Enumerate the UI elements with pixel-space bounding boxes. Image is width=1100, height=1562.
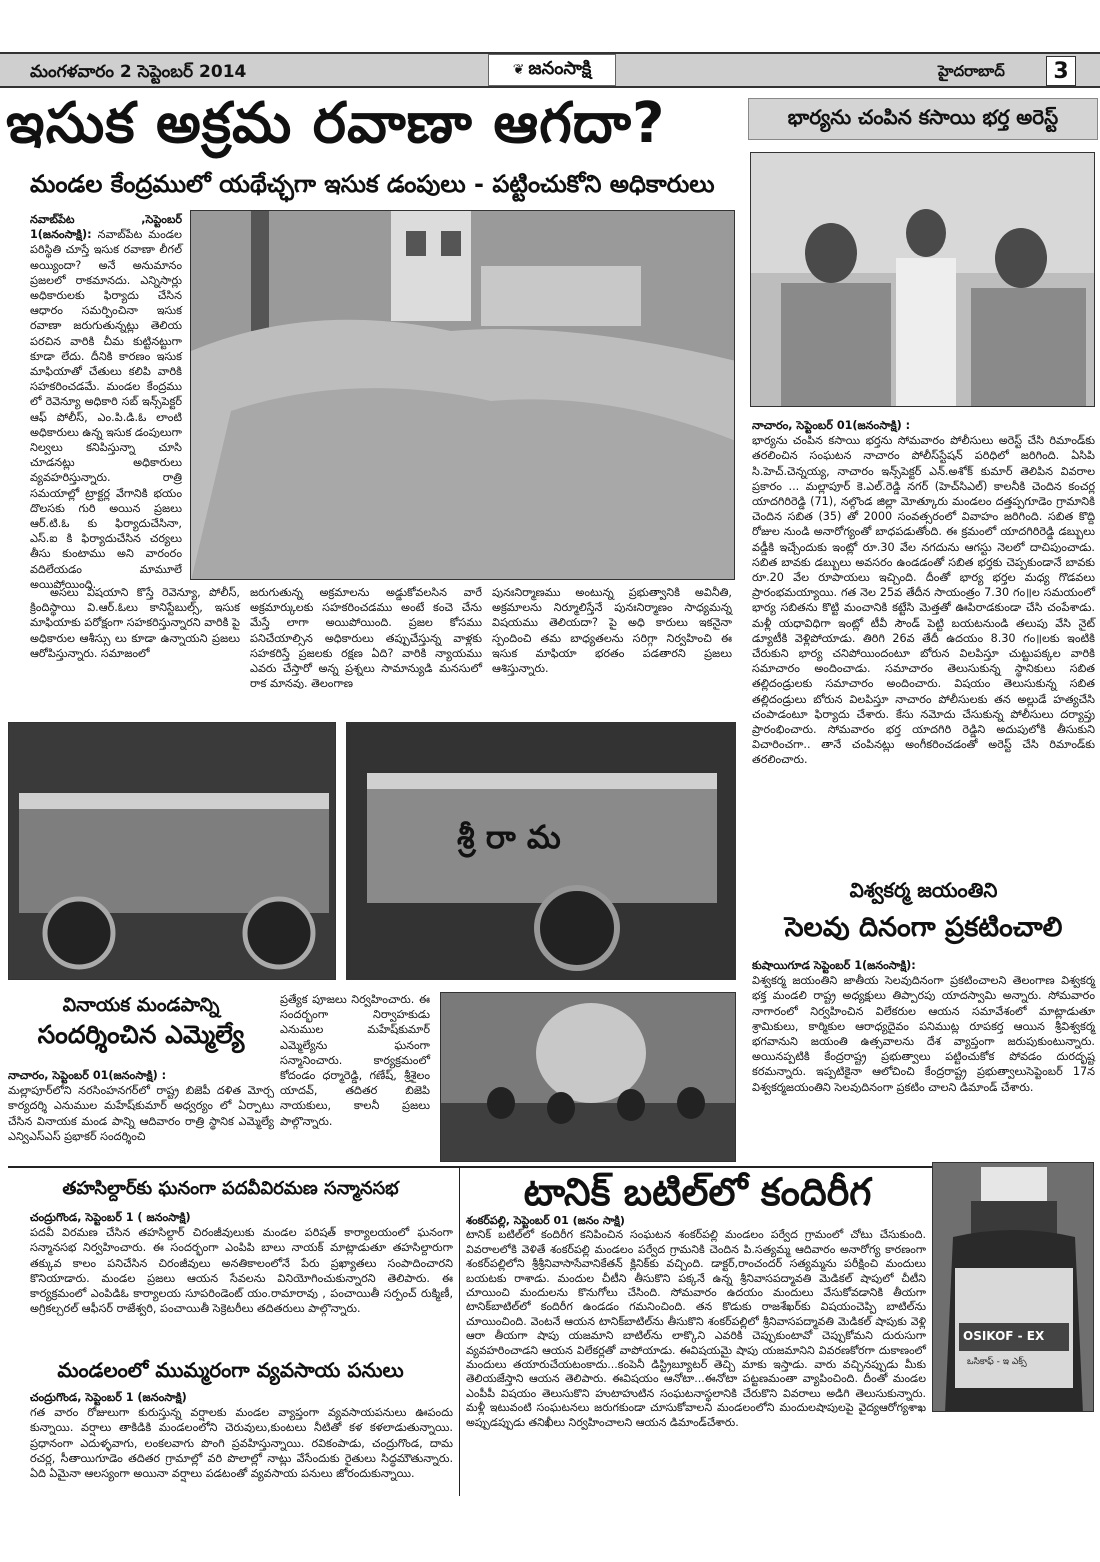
tractor-painted-text: శ్రీ రా మ — [457, 818, 561, 856]
main-story-col1b: అసలు విషయాని కొస్తే రెవెన్యూ, పోలీస్, క్రిందిస్థాయి వి.ఆర్.ఓలు కానిస్టేబుల్స్, ఇసుక మాఫియాకు పరోక్షంగా సహకరిస్తున్నారని వారికి పై అధికారుల ఆశీస్సు లు కూడా ఉన్నాయని ప్రజలు ఆరోపిస్తున్నారు. సమాజంలో — [30, 586, 240, 660]
tonic-text: టానిక్ బటిల్‌లో కందిరీగ కనిపించిన సంఘటన శంకర్‌పల్లి మండలం పర్వేద గ్రామంలో చోటు చేసుకుంది. వివరాలలోకి వెళితే శంకర్‌పల్లి మండలం పర్వేద గ్రామనికి చెందిన పి.సత్యమ్మ ఆదివారం అనారోగ్య కారణంగా శంకర్‌పల్లిలోని శ్రీశ్రీనివాసాసేవానికేతన్ క్లినిక్‌కు వచ్చింది. డాక్టర్,రాంచందర్ సత్యమ్మను పరీక్షించి మందులు బయటకు రాశాడు. మందుల చీటీని తీసుకొని పక్కనే ఉన్న శ్రీనివాసపద్మావతి మెడికల్ షాపులో చీటీని చూయించి మందులను కొనుగోలు చేసింది. సోమవారం ఉదయం మందులు వేసుకోవడానికి తీయగా టానిక్‌బాటిల్‌లో కందిరీగ ఉండడం గమనించింది. తన కొడుకు రాజశేఖర్‌కు విషయంచెప్పి బాటిల్‌ను చూయించింది. వెంటనే ఆయన టానిక్‌బాటిల్‌ను తీసుకొని శంకర్‌పల్లిలో శ్రీనివాసపద్మావతి మెడికల్ షాపుకు వెళ్లి ఆరా తీయగా షాపు యజమాని బాటిల్‌ను లాక్కొని ఎవరికి చెప్పుకుంటావో చెప్పుకోమని దురుసుగా వ్యవహరించాడని ఆయన విలేకర్లతో వాపోయాడు. ఈవిషయమై షాపు యజమానిని వివరణకోరగా దుకాణంలో మందులు తయారుచేయటంకాదు...కంపెనీ డిస్ట్రిబ్యూటర్ తెచ్చి మాకు ఇస్తాడు. వారు వచ్చినప్పుడు మీకు తెలియజేస్తాని ఆయన తెలిపారు. ఈవిషయం ఆనోటా...ఈనోటా పట్టణమంతా వ్యాపించింది. దీంతో మండల ఎంపీపీ విషయం తెలుసుకొని హుటాహుటిన సంఘటనాస్థలానికి చేరుకొని వివరాలు అడిగి తెలుసుకున్నారు. మళ్లీ ఇటువంటి సంఘటనలు జరుగకుండా చూసుకోవాలని మండలంలోని మందులషాపులపై వైద్యఆరోగ్యశాఖ అప్పుడప్పుడు తనిఖీలు నిర్వహించాలని ఆయన డిమాండ్‌చేశారు. — [466, 1228, 926, 1429]
side-story-body — [752, 418, 1095, 768]
bottle-sublabel: ఒసికాఫ్ - ఇ ఎక్స్ — [967, 1357, 1027, 1367]
bottle-label: OSIKOF - EX — [963, 1329, 1045, 1343]
farming-body — [30, 1390, 453, 1481]
vinayaka-dateline: నాచారం, సెప్టెంబర్ 01(జనంసాక్షి) : — [8, 1069, 167, 1082]
logo-text: జనంసాక్షి — [528, 57, 592, 79]
sand-dump-photo — [190, 210, 735, 580]
main-story-col2: జరుగుతున్న అక్రమాలను అడ్డుకోవలసిన వారే అక్రమార్కులకు సహకరించడము అంటే కంచె చేను మేస్తే లాగా అయిపోయింది. ప్రజల కోసము పనిచేయాల్సిన అధికారులు తప్పుచేస్తున్న వాళ్లకు సహకరిస్తే ప్రజలకు రక్షణ ఏది? వారికి న్యాయము ఎవరు చేస్తారో అన్న ప్రశ్నలు సామాన్యుడి మనసులో రాక మానవు. తెలంగాణ — [250, 586, 482, 691]
vinayaka-text: మల్లాపూర్‌లోని నరసింహనగర్‌లో రాష్ట్ర బిజెపీ దళిత మోర్చ కార్యదర్శి ఎనుముల మహేష్‌కుమార్ అధ్వర్యం లో ఏర్పాటు చేసిన వినాయక మండ పాన్ని ఆదివారం రాత్రి స్థానిక ఎమ్మెల్యే ఎన్విఎస్ఎస్ ప్రభాకర్ సందర్శించి — [8, 1084, 274, 1143]
tahsildar-body — [30, 1210, 453, 1316]
tahsildar-dateline: చంద్రుగొండ, సెప్టెంబర్ 1 ( జనంసాక్షి) — [30, 1211, 191, 1224]
main-dateline: నవాబ్‌పేట ,సెప్టెంబర్ 1(జనంసాక్షి): — [30, 213, 182, 242]
tonic-headline: టానిక్ బటిల్‌లో కందిరీగ — [523, 1170, 872, 1214]
vinayaka-kicker: వినాయక మండపాన్ని — [62, 994, 220, 1016]
vinayaka-headline: సందర్శించిన ఎమ్మెల్యే — [37, 1020, 245, 1049]
column-divider — [459, 1168, 460, 1496]
vishwakarma-text: విశ్వకర్మ జయంతిని జాతీయ సెలవుదినంగా ప్రకటించాలని తెలంగాణ విశ్వకర్మ భక్త మండలి రాష్ట్ర అధ్యక్షులు తిప్పారపు యాదస్వామి అన్నారు. సోమవారం నాగారంలో నిర్వహించిన విలేకరుల ఆయన సమావేశంలో మాట్లాడుతూ శ్రామికులు, కార్మికుల ఆరాధ్యదైవం పనిముట్ల రూపకర్త ఆయిన శ్రీవిశ్వకర్మ భగవానుని జయంతి ఉత్సవాలను దేశ వ్యాప్తంగా జరుపుకుంటున్నారు. అయినప్పటికి కేంద్రరాష్ట్ర ప్రభుత్వాలు పట్టించుకోక పోవడం దురదృష్ట కరమన్నారు. ఇప్పటికైనా ఆలోచించి కేంద్రరాష్ట్ర ప్రభుత్వాలుసెప్టెంబర్ 17న విశ్వకర్మజయంతిని సెలవుదినంగా ప్రకటిం చాలని డిమాండ్ చేశారు. — [752, 974, 1095, 1094]
police-photo — [750, 152, 1095, 407]
tahsildar-headline: తహసిల్దార్‌కు ఘనంగా పదవీవిరమణ సన్మానసభ — [62, 1178, 399, 1199]
vishwakarma-kicker: విశ్వకర్మ జయంతిని — [849, 878, 998, 902]
side-story-text: భార్యను చంపిన కసాయి భర్తను సోమవారం పోలీసులు అరెస్ట్ చేసి రిమాండ్‌కు తరలించిన సంఘటన నాచారం పోలీస్‌స్టేషన్ పరిధిలో జరిగింది. ఏసిపి సి.హెచ్.చెన్నయ్య, నాచారం ఇన్స్‌పెక్టర్ ఎన్.అశోక్ కుమార్ తెలిపిన వివరాల ప్రకారం ... మల్లాపూర్ కె.ఎల్.రెడ్డి నగర్ (హెచ్‌సిఎల్) కాలనీకి చెందిన కంచర్ల యాదగిరిరెడ్డి (71), నల్గొండ జిల్లా మోత్కూరు మండలం దత్తప్పగూడెం గ్రామానికి చెందిన సబిత (35) తో 2000 సంవత్సరంలో వివాహం జరిగింది. సబిత కొద్ది రోజుల నుండి అనారోగ్యంతో బాధపడుతోంది. ఈ క్రమంలో యాదగిరిరెడ్డి డబ్బులు వడ్డీకి ఇచ్చేందుకు ఇంట్లో రూ.30 వేల నగదును ఆగస్టు నెలలో దాచిపుంచాడు. సబిత బావకు డబ్బులు అవసరం ఉండడంతో సబిత భర్తకు చెప్పకుండానే బావకు రూ.20 వేల రూపాయలు ఇచ్చింది. దీంతో భార్య భర్తల మధ్య గొడవలు ప్రారంభమయ్యాయి. గత నెల 25వ తేదీన సాయంత్రం 7.30 గం॥ల సమయంలో భార్య సబితను కొట్టి మంచానికి కట్టేసి మెత్తతో ఊపిరాడకుండా చేసి చంపేశాడు. మళ్లీ యధావిధిగా ఇంట్లో టీవీ సౌండ్ పెట్టి బయటనుండి తలుపు వేసి నైట్ డ్యూటీకి వెళ్లిపోయాడు. తిరిగి 26వ తేదీ ఉదయం 8.30 గం॥లకు ఇంటికి చేరుకుని భార్య చనిపోయిందంటూ బోరున విలపిస్తూ చుట్టుపక్కల వారికి సమాచారం అందించాడు. సమాచారం తెలుసుకున్న స్థానికులు సబిత తల్లిదండ్రులకు సమాచారం అందించారు. విషయం తెలుసుకున్న సబిత తల్లిదండ్రులు బోరున విలపిస్తూ నాచారం పోలీసులకు తన అల్లుడే హత్యచేసి చంపాడంటూ ఫిర్యాదు చేశారు. కేసు నమోదు చేసుకున్న పోలీసులు దర్యాప్తు ప్రారంభించారు. సోమవారం భర్త యాదగిరి రెడ్డిని అదుపులోకి తీసుకుని విచారించగా.. తానే చంపినట్లు అంగీకరించడంతో అరెస్ట్ చేసి రిమాండ్‌కు తరలించారు. — [752, 434, 1095, 767]
vinayaka-body — [8, 1068, 274, 1144]
police-officers-illustration — [751, 153, 1095, 407]
newspaper-logo — [488, 54, 616, 86]
ganesh-idol-illustration — [441, 993, 736, 1162]
main-subhead: మండల కేంద్రములో యథేచ్ఛగా ఇసుక డంపులు - పట్టించుకోని అధికారులు — [30, 170, 715, 198]
vinayaka-photo — [440, 992, 736, 1162]
main-headline: ఇసుక అక్రమ రవాణా ఆగదా? — [6, 91, 666, 156]
logo-leaf-icon: ❦ — [512, 62, 525, 78]
vishwakarma-dateline: కుషాయిగూడ సెప్టెంబర్ 1(జనంసాక్షి): — [752, 959, 916, 972]
vinayaka-body-2: ప్రత్యేక పూజలు నిర్వహించారు. ఈ సందర్భంగా నిర్వాహకుడు ఎనుముల మహేష్‌కుమార్ ఎమ్మెల్యేను ఘనంగా సన్మానించారు. కార్యక్రమంలో కోదండం ధర్మారెడ్డి, గణేష్, శ్రీశైలం యాదవ్, తదితర బిజెపి నాయకులు, కాలనీ ప్రజలు పాల్గొన్నారు. — [280, 993, 430, 1128]
issue-date: మంగళవారం 2 సెప్టెంబర్ 2014 — [30, 62, 247, 82]
main-story-col3: పునఃనిర్మాణము అంటున్న ప్రభుత్వానికి అవినీతి, అక్రమాలను నిర్మూలిస్తేనే పునఃనిర్మాణం సాధ్యమన్న విషయము తెలియదా? పై అధి కారులు ఇకనైనా స్పందించి తమ బాధ్యతలను సరిగ్గా నిర్వహించి ఈ ఇసుక మాఫియా భరతం పడతారని ప్రజలు ఆశిస్తున్నారు. — [492, 586, 732, 676]
edition-city: హైదరాబాద్ — [938, 62, 1005, 80]
farming-text: గత వారం రోజులుగా కురుస్తున్న వర్షాలకు మండల వ్యాప్తంగా వ్యవసాయపనులు ఊపందు కున్నాయి. వర్షాలు తాకిడికి మండలంలోని చెరువులు,కుంటలు నీటితో కళ కళలాడుతున్నాయి. ప్రధానంగా ఎదుళ్ళవాగు, లంకలవాగు పొంగి ప్రవహిస్తున్నాయి. రవికంపాడు, చంద్రుగొండ, దామ రచర్ల, సీతాయిగూడెం తదితర గ్రామాల్లో వరి పొలాల్లో నాట్లు వేసేందుకు రైతులు సిద్ధమౌతున్నారు. ఏది ఏమైనా ఆలస్యంగా అయినా వర్షాలు పడటంతో వ్యవసాయ పనులు జోరందుకున్నాయి. — [30, 1406, 453, 1481]
tahsildar-text: పదవీ విరమణ చేసిన తహసిల్దార్ చిరంజీవులుకు మండల పరిషత్ కార్యాలయంలో ఘనంగా సన్మానసభ నిర్వహించారు. ఈ సందర్భంగా ఎంపిపి బాలు నాయక్ మాట్లాడుతూ తహసిల్దారుగా తక్కువ కాలం పనిచేసిన చిరంజీవులు అనతికాలంలోనే పేరు ప్రఖ్యాతలు సంపాదించారని కొనియాడారు. మండల ప్రజలు ఆయన సేవలను వినియోగించుకున్నారని తెలిపారు. ఈ కార్యక్రమంలో ఎంపిడిఓ కార్యాలయ సూపరిండెంట్ యం.రామారావు , పంచాయితీ సర్పంచ్ రుక్మిణీ, అగ్రికల్చరల్ ఆఫీసర్ రాజేశ్వరి, పంచాయితీ సెక్రెటరీలు తదితరులు పాల్గొన్నారు. — [30, 1226, 453, 1316]
tonic-bottle-photo — [932, 1162, 1094, 1412]
medicine-bottle-icon — [933, 1163, 1094, 1412]
tractor-illustration-left — [9, 723, 336, 980]
vishwakarma-body — [752, 958, 1095, 1095]
tractor-photo-left — [8, 722, 336, 980]
tonic-body — [466, 1214, 926, 1430]
side-dateline: నాచారం, సెప్టెంబర్ 01(జనంసాక్షి) : — [752, 419, 911, 432]
main-story-col1 — [30, 212, 182, 592]
vishwakarma-headline: సెలవు దినంగా ప్రకటించాలి — [784, 912, 1063, 943]
sand-dump-illustration — [191, 211, 735, 580]
page-number: 3 — [1046, 56, 1076, 86]
side-story-title: భార్యను చంపిన కసాయి భర్త అరెస్ట్ — [748, 98, 1098, 140]
tonic-dateline: శంకర్‌పల్లి, సెప్టెంబర్ 01 (జనం సాక్షి) — [466, 1214, 625, 1227]
section-divider — [8, 1166, 1093, 1168]
farming-headline: మండలంలో ముమ్మరంగా వ్యవసాయ పనులు — [57, 1358, 404, 1382]
main-story-text-1: నవాబ్‌పేట మండల పరిస్థితి చూస్తే ఇసుక రవాణా లీగల్ అయ్యిందా? అనే అనుమానం ప్రజలలో రాకమానదు. ఎన్నిసార్లు అధికారులకు ఫిర్యాదు చేసిన ఆధారం సమర్పించినా ఇసుక రవాణా జరుగుతున్నట్లు తెలియ పరచిన వారికి చీమ కుట్టినట్టుగా కూడా లేదు. దీనికి కారణం ఇసుక మాఫియాతో చేతులు కలిపి వారికి సహకరించడమే. మండల కేంద్రము లో రెవెన్యూ అధికారి సబ్ ఇన్స్‌పెక్టర్ ఆఫ్ పోలీస్, ఎం.పి.డి.ఓ లాంటి అధికారులు ఉన్న ఇసుక డంపులుగా నిల్వలు కనిపిస్తున్నా చూసి చూడనట్లు అధికారులు వ్యవహరిస్తున్నారు. రాత్రి సమయాల్లో ట్రాక్టర్ల వేగానికి భయం దొలసకు గురి అయిన ప్రజలు ఆర్.టి.ఓ కు ఫిర్యాదుచేసినా, ఎస్.ఐ కి ఫిర్యాదుచేసిన చర్యలు తీసు కుంటాము అని వారంరం వదిలేయడం మామూలే అయిపోయింది. — [30, 228, 182, 591]
tractor-photo-right — [346, 722, 736, 980]
farming-dateline: చంద్రుగొండ, సెప్టెంబర్ 1 (జనంసాక్షి) — [30, 1391, 187, 1404]
